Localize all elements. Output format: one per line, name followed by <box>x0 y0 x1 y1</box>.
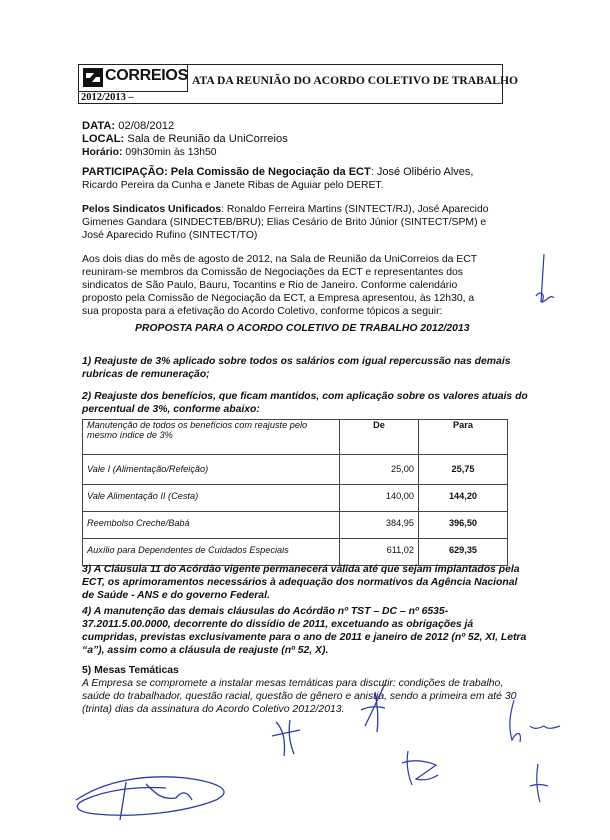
item-5-line: A Empresa se compromete a instalar mesas temáticas para discutir: condições de trabalho, <box>82 678 504 689</box>
table-header-row <box>83 420 508 455</box>
participacao-line-2: Ricardo Pereira da Cunha e Janete Ribas de Aguiar pelo DERET. <box>82 180 384 191</box>
row-para: 396,50 <box>419 512 508 539</box>
proposal-title: PROPOSTA PARA O ACORDO COLETIVO DE TRABALHO 2012/2013 <box>135 323 470 334</box>
intro-line: sindicatos de São Paulo, Bauru, Tocantins e Rio de Janeiro. Conforme calendário <box>82 280 458 291</box>
row-de: 611,02 <box>340 539 419 566</box>
intro-line: sua proposta para a efetivação do Acordo Coletivo, conforme tópicos a seguir: <box>82 306 443 317</box>
item-3-line: 3) A Cláusula 11 do Acórdão vigente permanecerá válida até que sejam implantados pela <box>82 564 520 575</box>
sindicatos-line-1 <box>82 203 489 216</box>
logo <box>79 65 188 92</box>
signature-mark <box>500 690 570 810</box>
table-header-de: De <box>340 420 419 455</box>
sindicatos-line-2: Gimenes Gandara (SINDECTEB/BRU); Elias Cesário de Brito Júnior (SINTECT/SPM) e <box>82 217 487 228</box>
item-1-line: rubricas de remuneração; <box>82 369 210 380</box>
row-para: 629,35 <box>419 539 508 566</box>
row-de: 25,00 <box>340 455 419 485</box>
correios-logo-icon <box>83 68 103 87</box>
meta-local <box>82 133 288 146</box>
row-description: Vale I (Alimentação/Refeição) <box>83 455 340 485</box>
signature-mark <box>398 745 443 790</box>
item-2-line: 2) Reajuste dos benefícios, que ficam mantidos, com aplicação sobre os valores atuais do <box>82 391 528 402</box>
item-5-title: 5) Mesas Temáticas <box>82 665 179 676</box>
table-header-desc-line: Manutenção de todos os benefícios com reajuste pelo <box>87 420 308 430</box>
item-2-line: percentual de 3%, conforme abaixo: <box>82 404 260 415</box>
participacao-names: : José Olibério Alves, <box>370 166 474 178</box>
row-de: 384,95 <box>340 512 419 539</box>
intro-line: reuniram-se membros da Comissão de Negociações da ECT e representantes dos <box>82 267 463 278</box>
row-para: 25,75 <box>419 455 508 485</box>
row-para: 144,20 <box>419 485 508 512</box>
item-4-line: “a”), assim como a cláusula de reajuste (nº 52, X). <box>82 645 329 656</box>
row-description: Reembolso Creche/Babá <box>83 512 340 539</box>
item-4-line: 37.2011.5.00.0000, decorrente do dissídio de 2011, excetuando as obrigações já <box>82 619 474 630</box>
intro-line: Aos dois dias do mês de agosto de 2012, na Sala de Reunião da UniCorreios da ECT <box>82 254 478 265</box>
logo-text: CORREIOS <box>105 67 188 84</box>
table-row <box>83 539 508 566</box>
horario-label: Horário: <box>82 147 123 158</box>
sindicatos-line-3: José Aparecido Rufino (SINTECT/TO) <box>82 230 258 241</box>
row-de: 140,00 <box>340 485 419 512</box>
header-title: ATA DA REUNIÃO DO ACORDO COLETIVO DE TRABALHO <box>192 74 519 87</box>
signature-mark <box>355 680 395 740</box>
participacao-label: PARTICIPAÇÃO: Pela Comissão de Negociação da ECT <box>82 166 371 178</box>
table-row <box>83 512 508 539</box>
margin-initials-signature <box>530 250 560 320</box>
local-label: LOCAL: <box>82 133 125 145</box>
item-5-line: (trinta) dias da assinatura do Acordo Coletivo 2012/2013. <box>82 704 345 715</box>
item-3-line: de Saúde - ANS e do governo Federal. <box>82 590 270 601</box>
item-4-line: cumpridas, previstas exclusivamente para o ano de 2011 e janeiro de 2012 (nº 52, XI, Letra <box>82 632 527 643</box>
meta-horario <box>82 146 217 159</box>
signature-mark <box>268 712 308 762</box>
local-value: Sala de Reunião da UniCorreios <box>127 133 288 145</box>
document-header <box>78 64 519 104</box>
date-value: 02/08/2012 <box>118 120 175 132</box>
horario-value: 09h30min às 13h50 <box>125 147 217 158</box>
date-label: DATA: <box>82 120 116 132</box>
sindicatos-label: Pelos Sindicatos Unificados <box>82 204 222 215</box>
table-header-desc-line: mesmo índice de 3% <box>87 430 173 440</box>
table-row <box>83 485 508 512</box>
item-1-line: 1) Reajuste de 3% aplicado sobre todos os salários com igual repercussão nas demais <box>82 356 511 367</box>
table-header-description <box>83 420 340 455</box>
intro-line: proposto pela Comissão de Negociação da ECT, a Empresa apresentou, às 12h30, a <box>82 293 475 304</box>
table-header-para: Para <box>419 420 508 455</box>
sindicatos-names: : Ronaldo Ferreira Martins (SINTECT/RJ), José Aparecido <box>221 204 489 215</box>
row-description: Vale Alimentação II (Cesta) <box>83 485 340 512</box>
benefits-table <box>82 419 508 566</box>
row-description: Auxílio para Dependentes de Cuidados Especiais <box>83 539 340 566</box>
item-4-line: 4) A manutenção das demais cláusulas do Acórdão nº TST – DC – nº 6535- <box>82 606 449 617</box>
item-3-line: ECT, os aprimoramentos necessários à adequação dos normativos da Agência Nacional <box>82 577 518 588</box>
meta-date <box>82 120 174 133</box>
item-5-line: saúde do trabalhador, questão racial, questão de gênero e anistia, sendo a primeira em até 30 <box>82 691 517 702</box>
participacao-line-1 <box>82 166 473 179</box>
table-row <box>83 455 508 485</box>
large-signature <box>66 760 256 830</box>
header-year: 2012/2013 – <box>81 92 134 103</box>
